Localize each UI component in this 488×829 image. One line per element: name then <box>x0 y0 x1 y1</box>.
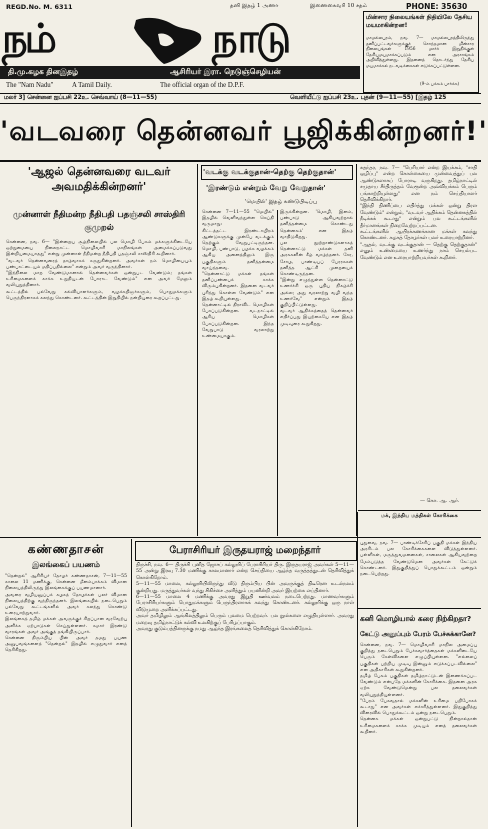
bottom-section-rule <box>0 537 358 538</box>
masthead-editor: ஆசிரியர் இரா. நெடுஞ்செழியன் <box>170 67 281 76</box>
masthead-title-left: நம் <box>2 16 54 62</box>
right-column-divider <box>358 510 481 511</box>
column-rule-4 <box>131 539 132 827</box>
english-tagline-3: The official organ of the D.P.F. <box>160 82 245 89</box>
column-rule-5 <box>357 512 358 827</box>
headline-rule <box>0 160 481 162</box>
kannadasan-body: "தென்றல்" ஆசிரியர் தோழர் கண்ணதாசன், 7—11—55 காலை 11 மணிக்கு, சென்னை மீனம்பாக்கம் விமான நிலையத்திலிருந்து இலங்கைக்குப் பயணமானார். அவரை வழியனுப்பக் கழகத் தோழர்கள் பலர் விமான நிலையத்திற்கு வந்திருந்தனர். இலங்கையில் நடைபெறும் பல்வேறு கூட்டங்களில் அவர் கலந்து கொண்டு உரையாற்றுவார். இலங்கைத் தமிழ் மக்கள் அவருக்குச் சிறப்பான வரவேற்பு அளிக்க ஏற்பாடுகள் செய்துள்ளனர். சுமார் இரண்டு வாரங்கள் அவர் அங்குத் தங்கியிருப்பார். சென்னை திரும்பிய பின் அவர் தமது பயண அனுபவங்களைத் "தென்றல்" இதழில் எழுதுவார் எனத் தெரிகிறது. <box>5 574 127 654</box>
registration-number: REGD.No. M. 6311 <box>6 3 73 11</box>
main-headline: 'வடவரை தென்னவர் பூஜிக்கின்றனர்!' <box>0 116 488 147</box>
date-bar-bottom-rule <box>0 103 481 104</box>
kannadasan-subhead: இலங்கைப் பயணம் <box>32 560 100 569</box>
obituary-body: திருச்சி, நவ. 6— திருச்சி புனித ஜோசப் கல்லூரிப் பேராசிரியர் திரு. இருதயராஜ் அவர்கள் 5—11—55 அன்று இரவு 7.30 மணிக்கு காலமானார் என்ற செய்தியை ஆழ்ந்த வருத்தத்துடன் தெரிவித்துக் கொள்கிறோம். 5—11—55 மாலை, கல்லூரியிலிருந்து வீடு திரும்பிய பின் அவருக்குத் திடீரென உடல்நலம் குன்றியது. மருத்துவர்கள் வந்து சிகிச்சை அளித்தும் பயனின்றி அவர் இயற்கை எய்தினார். 6—11—55 மாலை 4 மணிக்கு அவரது இறுதி ஊர்வலம் நடைபெற்றது. மாணவர்களும் பேராசிரியர்களும் பொதுமக்களும் பெருந்திரளாகக் கலந்து கொண்டனர். கல்லூரிக்கு ஒரு நாள் விடுமுறை அளிக்கப்பட்டது. அவர் தமிழிலும் ஆங்கிலத்திலும் பெரும் புலமை பெற்றவர். பல நூல்களை எழுதியுள்ளார். அவரது மறைவு தமிழ்நாட்டுக் கல்வி உலகிற்குப் பேரிழப்பாகும். அவரது குடும்பத்தினருக்கு நமது ஆழ்ந்த இரங்கலைத் தெரிவித்துக் கொள்கிறோம். <box>136 563 354 633</box>
center-story-headline: 'வடக்கு வடக்குதான்-தெற்கு தெற்குதான்' <box>203 167 337 176</box>
masthead-subtitle: தி.மு.கழக தினஇதழ் <box>8 67 79 76</box>
bottom-right-divider <box>358 608 481 609</box>
center-story-col1: சென்னை 7—11—55 "மெயில்" இதழில் வெளிவந்துள்ள செய்தி வருமாறு: கிட்டத்தட்ட இரண்டாயிரம் ஆண்டுகளுக்கு முன்பே வடக்கும் தெற்கும் வேறுபட்டிருந்தன. மொழி, பண்பாடு, பழக்க வழக்கம் ஆகிய அனைத்திலும் இரு பகுதிகளும் தனித்தன்மை வாய்ந்தவை. "தென்னாட்டு மக்கள் தங்கள் தனிப்பண்பைக் காக்க விரும்புகின்றனர். இதனை வடவர் புரிந்து கொள்ள வேண்டும்" என இதழ் கூறியுள்ளது. தென்னாட்டில் திராவிட மொழிகள் பேசப்படுகின்றன. வடநாட்டில் ஆரிய மொழிகள் பேசப்படுகின்றன. இந்த வேறுபாடு வரலாற்று உண்மையாகும். <box>202 210 274 340</box>
date-bar-top-rule <box>0 93 481 94</box>
center-story-col2: இருக்கின்றன. 'மொழி, இனம், பண்பாடு ஆகியவற்றால் தனித்தன்மை கொண்டது தென்னகம்' என இதழ் வாதிடுகிறது. பல நூற்றாண்டுகளாகத் தென்னாட்டு மக்கள் தனி அரசுகளின் கீழ் வாழ்ந்தனர். சேர, சோழ, பாண்டியப் பேரரசுகள் தனித்த ஆட்சி முறையைக் கொண்டிருந்தன. "இன்று எழுந்துள்ள தென்னாட்டு உணர்ச்சி ஒரு புதிய நிகழ்ச்சி அல்ல; அது வரலாற்று வழி வந்த உணர்வே" என்றும் இதழ் குறிப்பிட்டுள்ளது. வடவர் ஆதிக்கத்தைத் தென்னவர் எதிர்ப்பது இயற்கையே என இதழ் முடிவுரை கூறுகிறது. <box>280 210 353 327</box>
top-right-body: மாமல்லபுரம், நவ. 7— மாமல்லபுரத்திலிருந்து தனிப்பட்டவர்களுக்குச் சொந்தமான மின்சார நிலையங்கள் 1956 மார்ச் இறுதிக்குள் தேசியமயமாக்கப்படும் என அரசாங்கம் அறிவித்துள்ளது. இதனைத் தொடர்ந்து தேசிய மயமாக்கல் நடவடிக்கைகள் எடுக்கப்பட்டுள்ளன. <box>366 36 476 69</box>
obituary-headline: பேராசிரியர் இருதயராஜ் மறைந்தார் <box>169 545 321 556</box>
right-column-body: சுதந்தர, நவ. 7— "பெரியார் என்ற இயக்கம், "சாதி ஒழிப்பு" என்ற கொள்கையை முன்வைத்துப் பல ஆண்டுகளாகப் போராடி வருகிறது. தமிழ்நாட்டில் சமுதாய சீர்திருத்தம் வேரூன்ற அவ்வியக்கம் பெரும் பங்காற்றியுள்ளது" என நம் செய்தியாளர் தெரிவிக்கிறார். "இந்தி திணிப்பை எதிர்த்து மக்கள் ஒன்று திரள வேண்டும்" என்றும், "வடவர் ஆதிக்கம் தென்னகத்தில் நீடிக்கக் கூடாது" என்றும் பல கூட்டங்களில் தீர்மானங்கள் நிறைவேற்றப்பட்டன. கூட்டங்களில் ஆயிரக்கணக்கான மக்கள் கலந்து கொண்டனர். கழகத் தோழர்கள் பலர் உரையாற்றினர். "ஆதல், வடக்கு வடக்குதான் — தெற்கு தெற்குதான்" எனும் உண்மையை உணர்ந்து நாம் செயல்பட வேண்டும் என உரையாற்றியவர்கள் கூறினர். <box>360 166 477 261</box>
top-right-headline: மின்சார நிலையங்கள் நிதியிலே தேசிய மயமாகின்றன! <box>366 14 473 29</box>
right-column-signoff: — கொ. ஆ. ஆர். <box>420 498 460 504</box>
price-tamil: தனி இதழ் 1 அணா <box>230 3 279 9</box>
kannadasan-headline: கண்ணதாசன் <box>27 542 105 556</box>
column-rule-2 <box>277 210 278 536</box>
center-story-subhead: 'இரண்டும் என்றும் வேறு வேறுதான்' <box>206 183 326 192</box>
tamilnadu-map-logo <box>128 14 210 66</box>
column-rule-3 <box>356 164 357 536</box>
top-right-footer: (9-ம் பக்கம் பார்க்க) <box>420 82 460 87</box>
masthead-title-right: நாடு <box>212 16 289 62</box>
english-tagline-1: The "Nam Nadu" <box>6 82 54 89</box>
right-small-body: புதுவை, நவ. 7— பாண்டிச்சேரிப் பகுதி மக்கள் இந்திய அரசிடம் பல கோரிக்கைகளை விடுத்துள்ளனர். பள்ளிகள், மருத்துவமனைகள், சாலைகள் ஆகியவற்றை மேம்படுத்த வேண்டுமென அவர்கள் கேட்டுக் கொண்டனர். இதுகுறித்துப் பொதுக்கூட்டம் ஒன்றும் நடைபெற்றது. <box>360 541 479 578</box>
issue-date-left: மலர் 3] சென்னை ஐப்பசி 22உ. செவ்வாய் (8—11—55) <box>4 95 157 101</box>
issue-date-right: வெளியீட்டு ஐப்பசி 23உ. புதன் (9—11—55) [இதழ் 125 <box>290 95 447 101</box>
phone-number: PHONE: 35630 <box>406 2 468 11</box>
left-story-body: சென்னை, நவ. 6— "இன்றைய சூழ்நிலையில் பல மொழி பேசும் மக்களுக்கிடையே ஒற்றுமையை நிலைநாட்ட மொழிவாரி மாநிலங்கள் அமைக்கப்படுவது இன்றியமையாதது" என்று முன்னாள் நீதிமன்ற நீதிபதி பதஞ்சலி சாஸ்திரி கூறினார். "வடவர் தென்னவரைத் தாழ்வாகக் கருதுகின்றனர். அவர்கள் நம் மொழியையும் பண்பாட்டையும் மதிப்பதில்லை" என்றும் அவர் வருந்தினார். "இந்நிலை மாற வேண்டுமானால் தென்னவர்கள் ஒன்றுபட வேண்டும்; தங்கள் உரிமைகளைக் காக்க உறுதியுடன் போராட வேண்டும்" என அவர் மேலும் வலியுறுத்தினார். கூட்டத்தில் பல்வேறு கல்வியாளர்களும், வழக்கறிஞர்களும், பொதுமக்களும் பெருந்திரளாகக் கலந்து கொண்டனர். கூட்டத்தின் இறுதியில் நன்றியுரை கூறப்பட்டது. <box>6 240 192 301</box>
english-tagline-2: A Tamil Daily. <box>72 82 112 89</box>
language-story-body: சென்னை, நவ. 7— மொழிவாரி மாநில அமைப்பு குறித்து நடைபெறும் பேச்சுவார்த்தைகள் மக்களிடையே பெரும் கேள்விகளை எழுப்பியுள்ளன. "எல்லைப் பகுதிகள் பற்றிய முடிவு இன்னும் எடுக்கப்படவில்லை" என அதிகாரிகள் கூறுகின்றனர். தமிழ் பேசும் பகுதிகள் தமிழ்நாட்டுடன் இணைக்கப்பட வேண்டும் என்பதே மக்களின் கோரிக்கை. இதனை அரசு ஏற்க வேண்டுமென்று பல தலைவர்கள் வலியுறுத்தியுள்ளனர். "பேரம் பேசுவதால் மக்களின் உரிமை பறிபோகக் கூடாது" என அவர்கள் எச்சரித்துள்ளனர். இதுகுறித்து விரைவில் பொதுக்கூட்டம் ஒன்று நடைபெறும். தென்னக மக்கள் ஒன்றுபட்டு நின்றால்தான் உரிமைகளைக் காக்க முடியும் எனத் தலைவர்கள் கூறினர். <box>360 643 477 735</box>
left-story-headline: 'ஆஜல் தென்னவரை வடவர் அவமதிக்கின்றனர்' <box>27 165 171 193</box>
right-small-headline: மக், இந்திய மத்திகள் கோரிக்கை <box>381 513 458 519</box>
tax-tamil: இணைகைவரி 10 சதம் <box>310 3 368 9</box>
column-rule-1 <box>197 164 198 536</box>
language-story-headline: கனி மொழியால் கரை நிற்கிறதா? <box>360 614 472 623</box>
left-story-subhead: முன்னாள் நீதிமன்ற நீதிபதி பதஞ்சலி சாஸ்திரி குமுறல் <box>13 209 185 232</box>
center-story-byline: 'மெயில்' இதழ் கண்டுபிடிப்பு <box>245 199 317 205</box>
language-story-subhead: கேட்டு அனுப்பும் பேரம் பேச்சுக்கானே? <box>360 630 476 638</box>
bottom-right-top-rule <box>358 537 481 538</box>
